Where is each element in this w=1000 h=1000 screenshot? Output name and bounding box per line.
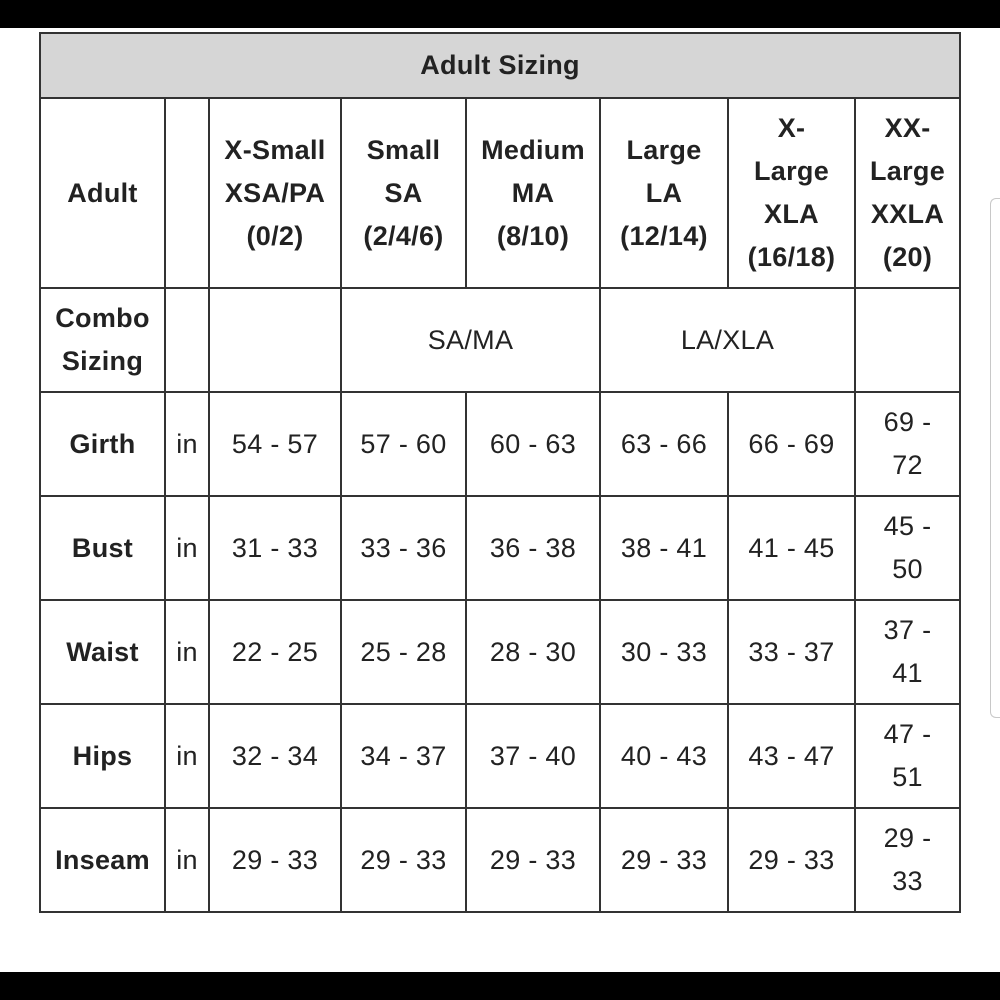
screen — [0, 28, 1000, 972]
measurement-cell: 31 - 33 — [209, 496, 341, 600]
combo-sizing-row — [40, 288, 960, 392]
combo-unit — [165, 288, 209, 392]
measurement-cell: 29 - 33 — [466, 808, 600, 912]
row-label: Inseam — [40, 808, 165, 912]
measurement-cell: 60 - 63 — [466, 392, 600, 496]
row-label: Waist — [40, 600, 165, 704]
table-row — [40, 704, 960, 808]
header-unit — [165, 98, 209, 288]
measurement-cell: 28 - 30 — [466, 600, 600, 704]
measurement-cell: 29 - 33 — [855, 808, 960, 912]
measurement-cell: 54 - 57 — [209, 392, 341, 496]
row-unit: in — [165, 704, 209, 808]
measurement-cell: 25 - 28 — [341, 600, 466, 704]
table-row — [40, 496, 960, 600]
measurement-cell: 37 - 40 — [466, 704, 600, 808]
measurement-cell: 36 - 38 — [466, 496, 600, 600]
measurement-cell: 33 - 37 — [728, 600, 855, 704]
measurement-cell: 34 - 37 — [341, 704, 466, 808]
row-label: Hips — [40, 704, 165, 808]
table-row — [40, 600, 960, 704]
size-header-row — [40, 98, 960, 288]
size-small: Small SA (2/4/6) — [341, 98, 466, 288]
size-xlarge: X- Large XLA (16/18) — [728, 98, 855, 288]
size-xsmall: X-Small XSA/PA (0/2) — [209, 98, 341, 288]
measurement-cell: 43 - 47 — [728, 704, 855, 808]
combo-empty-xsmall — [209, 288, 341, 392]
table-row — [40, 808, 960, 912]
measurement-cell: 33 - 36 — [341, 496, 466, 600]
measurement-cell: 30 - 33 — [600, 600, 728, 704]
row-unit: in — [165, 496, 209, 600]
adult-sizing-table — [39, 32, 961, 913]
measurement-cell: 32 - 34 — [209, 704, 341, 808]
measurement-cell: 47 - 51 — [855, 704, 960, 808]
table-title: Adult Sizing — [40, 33, 960, 98]
size-xxlarge: XX- Large XXLA (20) — [855, 98, 960, 288]
measurement-cell: 38 - 41 — [600, 496, 728, 600]
measurement-cell: 37 - 41 — [855, 600, 960, 704]
row-label: Bust — [40, 496, 165, 600]
size-medium: Medium MA (8/10) — [466, 98, 600, 288]
combo-label: Combo Sizing — [40, 288, 165, 392]
row-unit: in — [165, 808, 209, 912]
measurement-cell: 29 - 33 — [728, 808, 855, 912]
measurement-cell: 45 - 50 — [855, 496, 960, 600]
combo-sa-ma: SA/MA — [341, 288, 600, 392]
row-unit: in — [165, 392, 209, 496]
measurement-cell: 69 - 72 — [855, 392, 960, 496]
combo-empty-xxlarge — [855, 288, 960, 392]
measurement-cell: 66 - 69 — [728, 392, 855, 496]
scrollbar[interactable] — [990, 198, 1000, 718]
measurement-cell: 41 - 45 — [728, 496, 855, 600]
measurement-cell: 40 - 43 — [600, 704, 728, 808]
measurement-cell: 63 - 66 — [600, 392, 728, 496]
measurement-cell: 29 - 33 — [600, 808, 728, 912]
measurement-cell: 29 - 33 — [341, 808, 466, 912]
row-label: Girth — [40, 392, 165, 496]
measurement-cell: 22 - 25 — [209, 600, 341, 704]
measurement-cell: 57 - 60 — [341, 392, 466, 496]
combo-la-xla: LA/XLA — [600, 288, 855, 392]
row-unit: in — [165, 600, 209, 704]
measurement-cell: 29 - 33 — [209, 808, 341, 912]
size-large: Large LA (12/14) — [600, 98, 728, 288]
header-label: Adult — [40, 98, 165, 288]
table-row — [40, 392, 960, 496]
